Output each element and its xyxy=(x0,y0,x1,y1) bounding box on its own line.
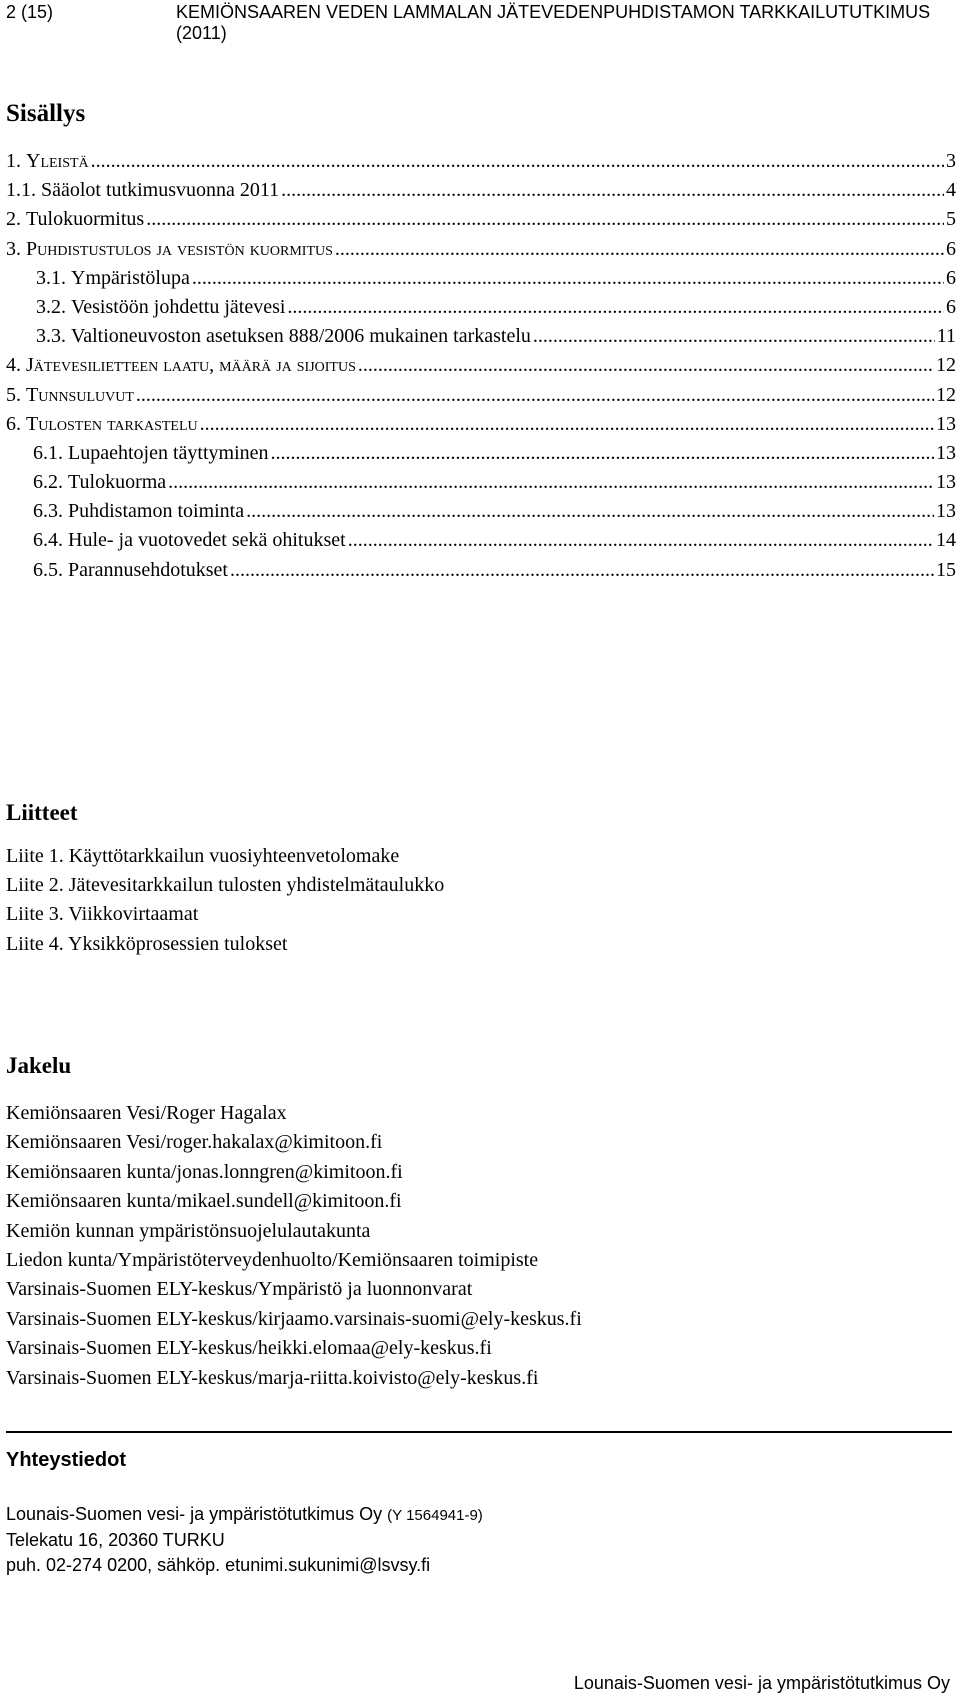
toc-entry-number: 3.3. xyxy=(36,325,66,348)
distribution-list xyxy=(6,1099,582,1393)
toc-entry-page: 6 xyxy=(946,266,956,289)
toc-entry-title: Tulokuormitus xyxy=(26,208,145,231)
distribution-item: Kemiönsaaren kunta/jonas.lonngren@kimitoon.fi xyxy=(6,1160,403,1183)
appendices-heading: Liitteet xyxy=(6,800,78,825)
toc-entry-number: 6.3. xyxy=(33,500,63,523)
dot-leader xyxy=(192,264,944,293)
distribution-item: Varsinais-Suomen ELY-keskus/marja-riitta.koivisto@ely-keskus.fi xyxy=(6,1366,539,1389)
contact-company-line xyxy=(6,1502,483,1528)
toc-entry-title: Lupaehtojen täyttyminen xyxy=(68,441,269,464)
toc-entry[interactable] xyxy=(6,147,956,176)
toc-entry-number: 6.5. xyxy=(33,558,63,581)
toc-entry-number: 6.4. xyxy=(33,529,63,552)
toc-entry-number: 6.1. xyxy=(33,441,63,464)
dot-leader xyxy=(146,205,944,234)
page-number: 2 (15) xyxy=(6,2,54,22)
distribution-item: Kemiönsaaren Vesi/roger.hakalax@kimitoon.fi xyxy=(6,1131,383,1154)
dot-leader xyxy=(533,322,935,351)
toc-entry-title: Tulokuorma xyxy=(68,471,167,494)
toc-entry-number: 1.1. xyxy=(6,179,36,202)
toc-entry[interactable] xyxy=(6,556,956,585)
toc-entry[interactable] xyxy=(6,205,956,234)
toc-entry[interactable] xyxy=(6,410,956,439)
appendix-item: Liite 1. Käyttötarkkailun vuosiyhteenvetolomake xyxy=(6,845,400,867)
toc-entry-title: Tulosten tarkastelu xyxy=(26,412,198,435)
toc-entry[interactable] xyxy=(6,293,956,322)
toc-entry-number: 3.1. xyxy=(36,266,66,289)
dot-leader xyxy=(246,497,934,526)
toc-entry-number: 6. xyxy=(6,412,21,435)
dot-leader xyxy=(348,526,934,555)
toc-entry-number: 2. xyxy=(6,208,21,231)
contact-address: Telekatu 16, 20360 TURKU xyxy=(6,1530,225,1550)
toc-entry[interactable] xyxy=(6,176,956,205)
contact-info xyxy=(6,1502,483,1578)
toc-entry[interactable] xyxy=(6,322,956,351)
toc-entry-page: 15 xyxy=(936,558,956,581)
section-divider xyxy=(6,1431,952,1433)
toc-entry-page: 13 xyxy=(936,441,956,464)
toc-entry-number: 3. xyxy=(6,237,21,260)
toc-entry-title: Sääolot tutkimusvuonna 2011 xyxy=(41,179,280,202)
toc-entry-title: Valtioneuvoston asetuksen 888/2006 mukainen tarkastelu xyxy=(71,325,531,348)
toc-entry[interactable] xyxy=(6,439,956,468)
toc-entry-page: 13 xyxy=(936,412,956,435)
dot-leader xyxy=(91,147,944,176)
appendix-item: Liite 3. Viikkovirtaamat xyxy=(6,903,199,926)
distribution-item: Kemiönsaaren Vesi/Roger Hagalax xyxy=(6,1102,287,1124)
toc-entry-number: 4. xyxy=(6,354,21,377)
header-title: KEMIÖNSAAREN VEDEN LAMMALAN JÄTEVEDENPUHDISTAMON TARKKAILUTUTKIMUS (2011) xyxy=(176,2,931,43)
toc-entry-number: 3.2. xyxy=(36,295,66,318)
toc-entry-title: Ympäristölupa xyxy=(71,266,190,289)
toc-entry-title: Yleistä xyxy=(26,150,89,172)
toc-entry[interactable] xyxy=(6,468,956,497)
toc-entry-page: 13 xyxy=(936,471,956,494)
page-footer: Lounais-Suomen vesi- ja ympäristötutkimus Oy xyxy=(573,1673,950,1693)
appendices-list xyxy=(6,842,444,959)
toc-entry-page: 13 xyxy=(936,500,956,523)
toc-entry-page: 11 xyxy=(936,325,956,348)
dot-leader xyxy=(287,293,944,322)
toc-entry-page: 4 xyxy=(946,179,956,202)
distribution-item: Varsinais-Suomen ELY-keskus/kirjaamo.varsinais-suomi@ely-keskus.fi xyxy=(6,1307,582,1330)
toc-entry-page: 6 xyxy=(946,237,956,260)
toc-entry-title: Puhdistustulos ja vesistön kuormitus xyxy=(26,237,333,260)
dot-leader xyxy=(358,351,934,380)
contact-phone-email: puh. 02-274 0200, sähköp. etunimi.sukunimi@lsvsy.fi xyxy=(6,1555,431,1575)
dot-leader xyxy=(335,235,944,264)
contact-heading: Yhteystiedot xyxy=(6,1449,127,1471)
toc-entry-page: 12 xyxy=(936,383,956,406)
toc-entry-title: Hule- ja vuotovedet sekä ohitukset xyxy=(68,529,346,552)
dot-leader xyxy=(230,556,934,585)
dot-leader xyxy=(271,439,935,468)
toc-entry[interactable] xyxy=(6,235,956,264)
toc-entry-page: 3 xyxy=(946,150,956,172)
toc-entry[interactable] xyxy=(6,497,956,526)
distribution-item: Kemiön kunnan ympäristönsuojelulautakunta xyxy=(6,1219,371,1242)
toc-entry-number: 5. xyxy=(6,383,21,406)
appendix-item: Liite 2. Jätevesitarkkailun tulosten yhdistelmätaulukko xyxy=(6,874,445,897)
appendix-item: Liite 4. Yksikköprosessien tulokset xyxy=(6,932,288,955)
dot-leader xyxy=(136,381,934,410)
contact-company: Lounais-Suomen vesi- ja ympäristötutkimus Oy xyxy=(6,1504,383,1524)
dot-leader xyxy=(200,410,934,439)
distribution-item: Varsinais-Suomen ELY-keskus/Ympäristö ja luonnonvarat xyxy=(6,1278,473,1301)
toc-entry[interactable] xyxy=(6,264,956,293)
toc-entry-page: 14 xyxy=(936,529,956,552)
distribution-item: Varsinais-Suomen ELY-keskus/heikki.elomaa@ely-keskus.fi xyxy=(6,1337,492,1360)
toc-entry[interactable] xyxy=(6,381,956,410)
table-of-contents xyxy=(6,147,956,585)
toc-entry-title: Puhdistamon toiminta xyxy=(68,500,245,523)
toc-entry[interactable] xyxy=(6,351,956,380)
dot-leader xyxy=(168,468,934,497)
toc-entry-title: Tunnsuluvut xyxy=(26,383,134,406)
distribution-item: Kemiönsaaren kunta/mikael.sundell@kimitoon.fi xyxy=(6,1190,402,1213)
toc-entry[interactable] xyxy=(6,526,956,555)
distribution-heading: Jakelu xyxy=(6,1053,72,1078)
toc-entry-title: Vesistöön johdettu jätevesi xyxy=(71,295,286,318)
dot-leader xyxy=(281,176,944,205)
toc-entry-page: 12 xyxy=(936,354,956,377)
toc-entry-number: 6.2. xyxy=(33,471,63,494)
toc-entry-title: Parannusehdotukset xyxy=(68,558,228,581)
toc-entry-title: Jätevesilietteen laatu, määrä ja sijoitus xyxy=(26,354,356,377)
toc-entry-page: 5 xyxy=(946,208,956,231)
toc-heading: Sisällys xyxy=(6,100,86,127)
toc-entry-page: 6 xyxy=(946,295,956,318)
toc-entry-number: 1. xyxy=(6,150,21,172)
contact-business-id: (Y 1564941-9) xyxy=(387,1507,483,1524)
distribution-item: Liedon kunta/Ympäristöterveydenhuolto/Kemiönsaaren toimipiste xyxy=(6,1249,539,1272)
